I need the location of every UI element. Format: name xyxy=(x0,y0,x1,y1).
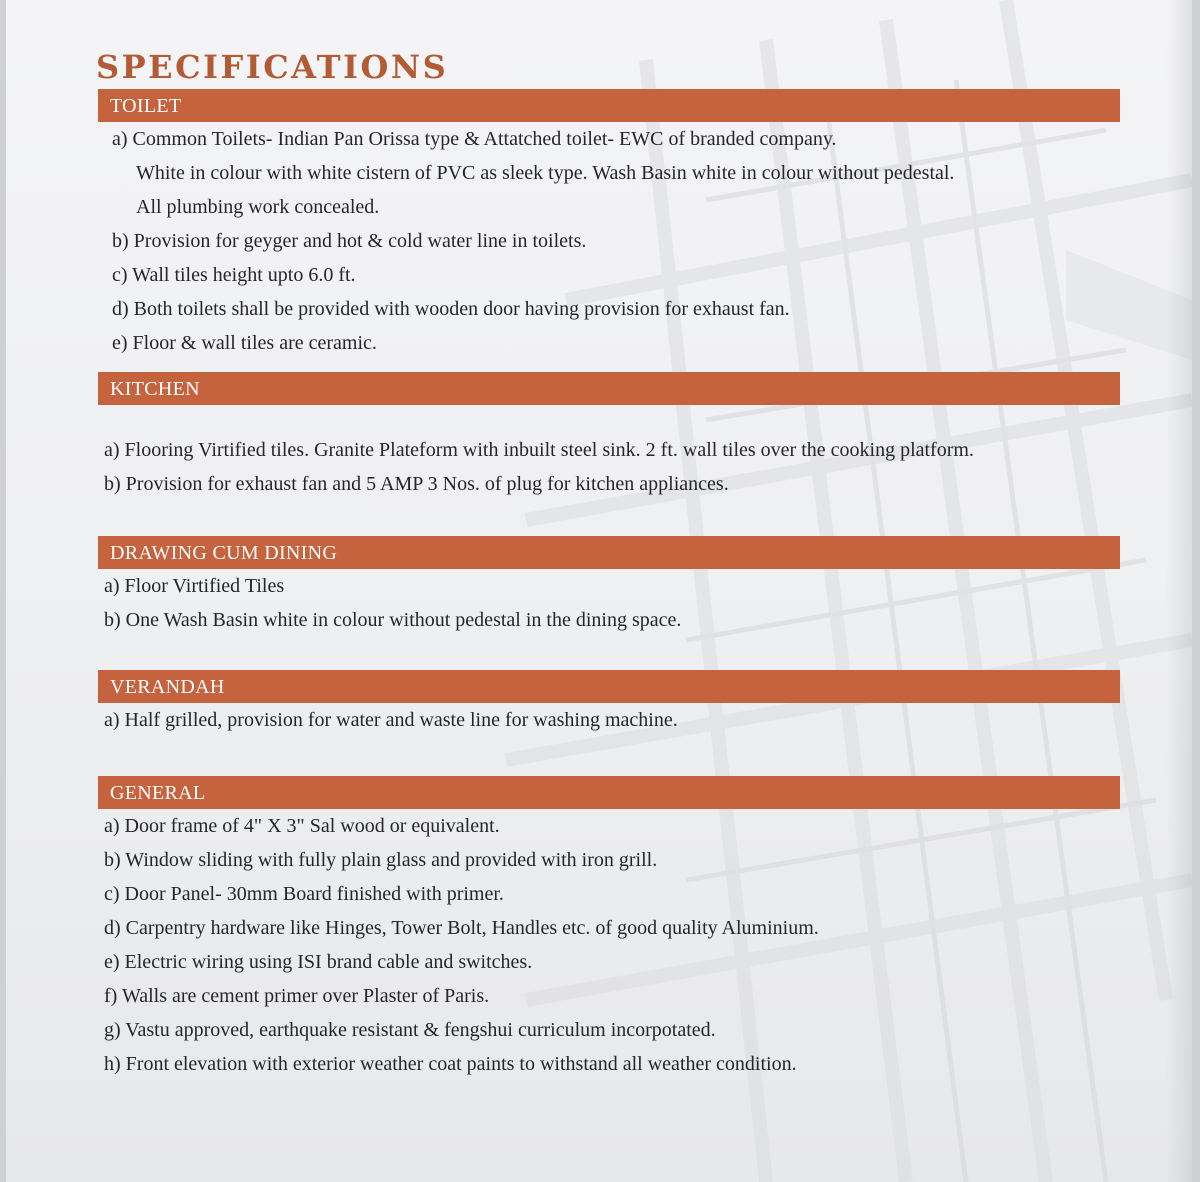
section-toilet xyxy=(98,89,1120,360)
list-item: b) One Wash Basin white in colour without pedestal in the dining space. xyxy=(104,609,682,631)
section-kitchen xyxy=(98,372,1120,501)
page-edge-shadow xyxy=(1166,0,1192,1182)
section-heading-toilet: TOILET xyxy=(98,89,1120,122)
list-item: All plumbing work concealed. xyxy=(136,196,380,218)
list-item: a) Door frame of 4" X 3" Sal wood or equivalent. xyxy=(104,815,500,837)
section-verandah xyxy=(98,670,1120,737)
list-item: b) Window sliding with fully plain glass and provided with iron grill. xyxy=(104,849,658,871)
list-item: d) Both toilets shall be provided with wooden door having provision for exhaust fan. xyxy=(112,298,790,320)
section-heading-verandah: VERANDAH xyxy=(98,670,1120,703)
section-heading-kitchen: KITCHEN xyxy=(98,372,1120,405)
list-item: e) Floor & wall tiles are ceramic. xyxy=(112,332,377,354)
general-list xyxy=(98,809,1120,1081)
section-drawing-cum-dining xyxy=(98,536,1120,637)
list-item: White in colour with white cistern of PVC as sleek type. Wash Basin white in colour without pedestal. xyxy=(136,162,955,184)
verandah-list xyxy=(98,703,1120,737)
list-item: e) Electric wiring using ISI brand cable and switches. xyxy=(104,951,533,973)
toilet-list xyxy=(98,122,1120,360)
section-general xyxy=(98,776,1120,1081)
list-item: f) Walls are cement primer over Plaster of Paris. xyxy=(104,985,490,1007)
list-item: g) Vastu approved, earthquake resistant & fengshui curriculum incorpotated. xyxy=(104,1019,716,1041)
drawing-list xyxy=(98,569,1120,637)
list-item: a) Common Toilets- Indian Pan Orissa type & Attatched toilet- EWC of branded company. xyxy=(112,128,837,150)
list-item: a) Flooring Virtified tiles. Granite Plateform with inbuilt steel sink. 2 ft. wall tiles over the cooking platform. xyxy=(104,439,974,461)
specifications-sheet xyxy=(6,0,1192,1182)
list-item: a) Floor Virtified Tiles xyxy=(104,575,285,597)
list-item: d) Carpentry hardware like Hinges, Tower Bolt, Handles etc. of good quality Aluminium. xyxy=(104,917,819,939)
list-item: c) Door Panel- 30mm Board finished with primer. xyxy=(104,883,504,905)
list-item: h) Front elevation with exterior weather coat paints to withstand all weather condition. xyxy=(104,1053,797,1075)
section-heading-general: GENERAL xyxy=(98,776,1120,809)
page-title: SPECIFICATIONS xyxy=(96,48,449,86)
list-item: a) Half grilled, provision for water and waste line for washing machine. xyxy=(104,709,678,731)
list-item: b) Provision for exhaust fan and 5 AMP 3 Nos. of plug for kitchen appliances. xyxy=(104,473,729,495)
list-item: c) Wall tiles height upto 6.0 ft. xyxy=(112,264,356,286)
list-item: b) Provision for geyger and hot & cold water line in toilets. xyxy=(112,230,587,252)
section-heading-drawing-cum-dining: DRAWING CUM DINING xyxy=(98,536,1120,569)
kitchen-list xyxy=(98,433,1120,501)
